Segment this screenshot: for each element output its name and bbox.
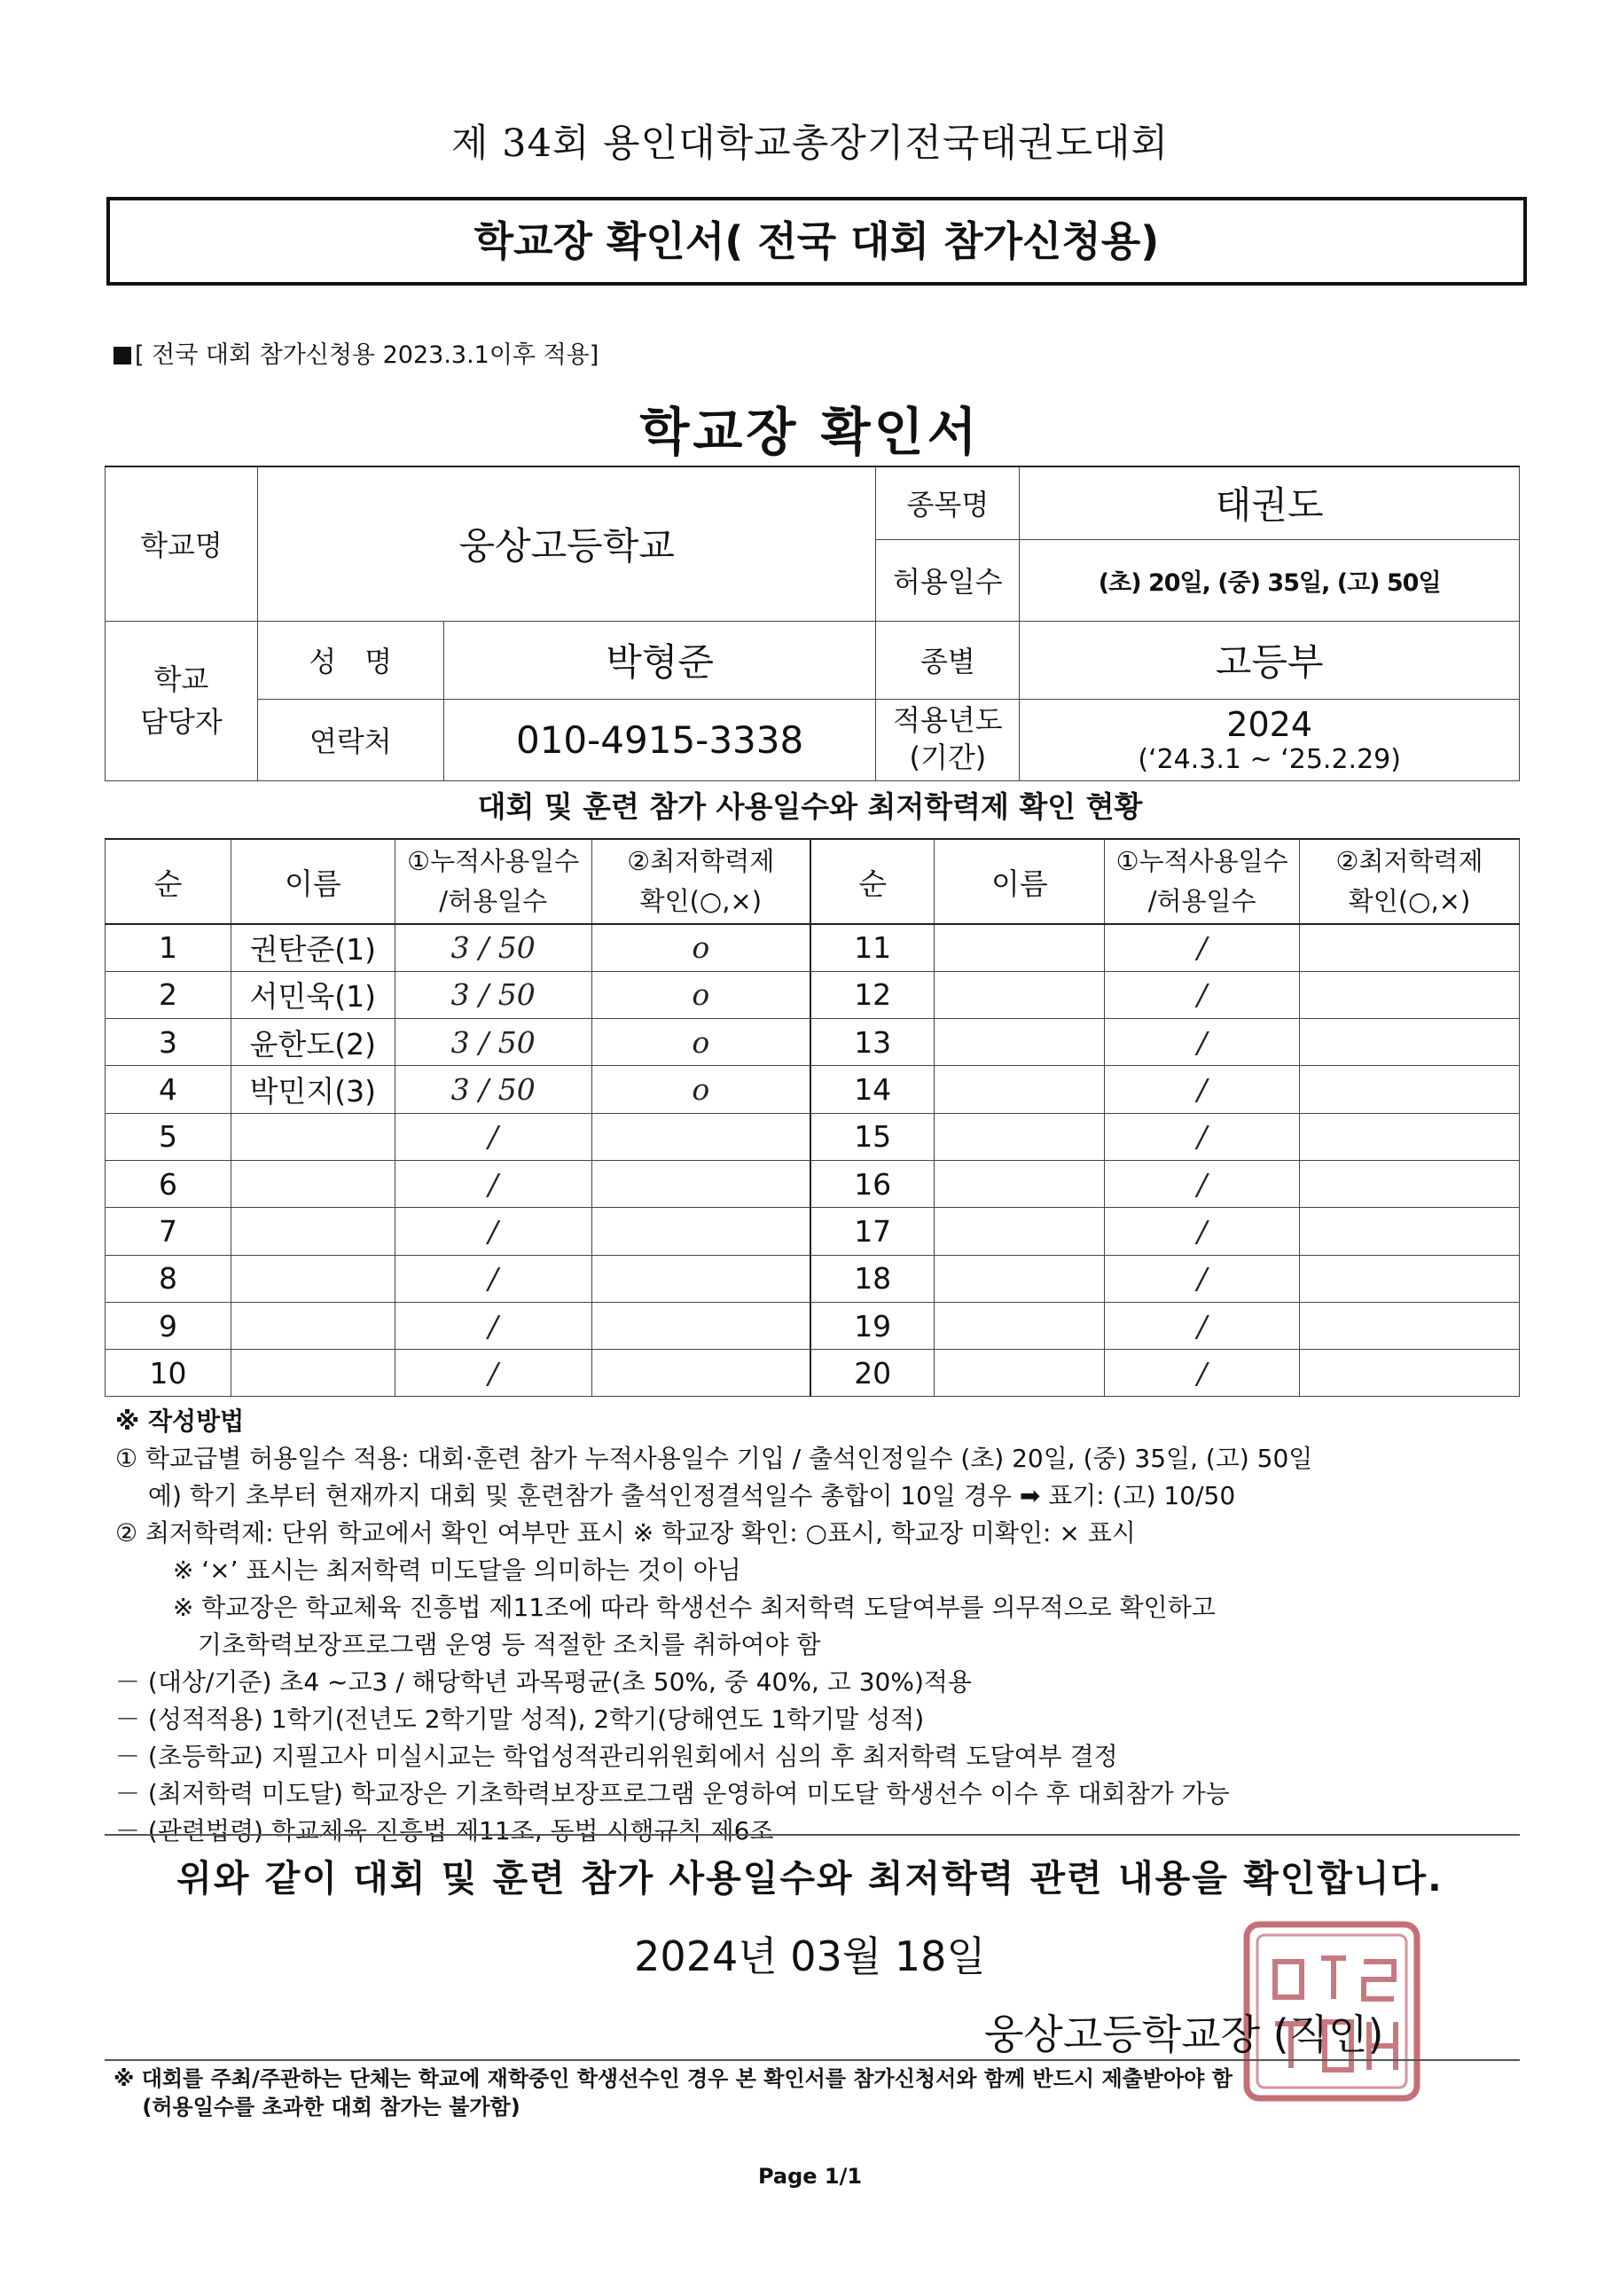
row-no: 19 [810, 1302, 935, 1349]
row-name: 서민욱(1) [231, 971, 395, 1018]
table-row [106, 1255, 1520, 1302]
row-name [935, 924, 1105, 971]
row-name [231, 1113, 395, 1160]
row-no: 15 [810, 1113, 935, 1160]
main-title: 학교장 확인서( 전국 대회 참가신청용) [106, 197, 1527, 286]
divider [105, 2059, 1520, 2061]
footnote-line: (허용일수를 초과한 대회 참가는 불가함) [113, 2095, 520, 2120]
row-no: 5 [106, 1113, 231, 1160]
row-name [935, 1350, 1105, 1397]
row-check [591, 1113, 810, 1160]
row-days: / [1105, 1019, 1300, 1066]
table-row [106, 1208, 1520, 1255]
row-check [591, 1255, 810, 1302]
signer: 웅상고등학교장 (직인) [984, 2010, 1384, 2058]
note-text: [ 전국 대회 참가신청용 2023.3.1이후 적용] [135, 341, 599, 369]
row-no: 4 [106, 1066, 231, 1113]
row-check [1300, 1066, 1520, 1113]
row-days: / [395, 1160, 591, 1207]
method-line: － (대상/기준) 초4 ~고3 / 해당학년 과목평균(초 50%, 중 40%, 고 30%)적용 [115, 1667, 972, 1697]
confirmation-statement: 위와 같이 대회 및 훈련 참가 사용일수와 최저학력 관련 내용을 확인합니다. [176, 1857, 1444, 1900]
header-no: 순 [106, 839, 231, 924]
row-name [231, 1302, 395, 1349]
row-check [1300, 1350, 1520, 1397]
school-label: 학교명 [106, 466, 258, 621]
document-title: 학교장 확인서 [639, 402, 981, 462]
method-line: ① 학교급별 허용일수 적용: 대회·훈련 참가 누적사용일수 기입 / 출석인정일수 (초) 20일, (중) 35일, (고) 50일 [115, 1444, 1313, 1473]
row-no: 16 [810, 1160, 935, 1207]
row-check [1300, 1255, 1520, 1302]
header-no-right: 순 [810, 839, 935, 924]
table-row [106, 971, 1520, 1018]
table-row [106, 1066, 1520, 1113]
row-name [231, 1208, 395, 1255]
row-check: o [591, 924, 810, 971]
method-line: 기초학력보장프로그램 운영 등 적절한 조치를 취하여야 함 [115, 1630, 821, 1659]
row-no: 20 [810, 1350, 935, 1397]
row-no: 2 [106, 971, 231, 1018]
sport-value: 태권도 [1020, 466, 1520, 539]
table-row [106, 1113, 1520, 1160]
division-label: 종별 [876, 621, 1020, 699]
row-no: 17 [810, 1208, 935, 1255]
row-check [1300, 1019, 1520, 1066]
row-name [231, 1350, 395, 1397]
row-no: 13 [810, 1019, 935, 1066]
school-info-table [105, 466, 1520, 781]
divider [105, 1834, 1520, 1836]
status-title: 대회 및 훈련 참가 사용일수와 최저학력제 확인 현황 [477, 789, 1143, 824]
row-days: / [395, 1350, 591, 1397]
header-check: ②최저학력제 확인(○,×) [591, 839, 810, 924]
row-days: / [1105, 924, 1300, 971]
method-line: ※ 학교장은 학교체육 진흥법 제11조에 따라 학생선수 최저학력 도달여부를 의무적으로 확인하고 [115, 1593, 1216, 1622]
school-value: 웅상고등학교 [257, 466, 876, 621]
row-days: / [1105, 971, 1300, 1018]
row-check [591, 1160, 810, 1207]
row-check: o [591, 1066, 810, 1113]
square-bullet-icon [113, 347, 131, 364]
row-days: / [1105, 1208, 1300, 1255]
year-value: 2024 [1226, 704, 1313, 744]
row-name [935, 1066, 1105, 1113]
row-name [231, 1160, 395, 1207]
row-no: 10 [106, 1350, 231, 1397]
row-name: 박민지(3) [231, 1066, 395, 1113]
allowed-days-label: 허용일수 [876, 539, 1020, 621]
row-days: / [1105, 1350, 1300, 1397]
row-check [1300, 924, 1520, 971]
row-days: / [395, 1302, 591, 1349]
header-name-right: 이름 [935, 839, 1105, 924]
table-row [106, 1019, 1520, 1066]
row-name [935, 1302, 1105, 1349]
row-no: 1 [106, 924, 231, 971]
row-days: / [395, 1255, 591, 1302]
row-name: 윤한도(2) [231, 1019, 395, 1066]
method-line: 예) 학기 초부터 현재까지 대회 및 훈련참가 출석인정결석일수 총합이 10일 경우 ➡ 표기: (고) 10/50 [115, 1481, 1236, 1510]
row-name: 권탄준(1) [231, 924, 395, 971]
footnote-line: ※ 대회를 주최/주관하는 단체는 학교에 재학중인 학생선수인 경우 본 확인서를 참가신청서와 함께 반드시 제출받아야 함 [113, 2066, 1233, 2091]
method-line: － (성적적용) 1학기(전년도 2학기말 성적), 2학기(당해연도 1학기말 성적) [115, 1704, 925, 1734]
name-label: 성 명 [257, 621, 443, 699]
row-no: 7 [106, 1208, 231, 1255]
row-check [1300, 1160, 1520, 1207]
row-name [935, 1255, 1105, 1302]
sport-label: 종목명 [876, 466, 1020, 539]
row-check [1300, 1208, 1520, 1255]
row-check [1300, 971, 1520, 1018]
division-value: 고등부 [1020, 621, 1520, 699]
participation-status-table [105, 838, 1520, 1397]
row-check [591, 1208, 810, 1255]
application-note [113, 335, 599, 370]
year-cell [1020, 699, 1520, 780]
method-line: － (최저학력 미도달) 학교장은 기초학력보장프로그램 운영하여 미도달 학생선수 이수 후 대회참가 가능 [115, 1779, 1230, 1808]
row-name [935, 1113, 1105, 1160]
row-name [935, 1019, 1105, 1066]
header-name: 이름 [231, 839, 395, 924]
row-name [935, 1160, 1105, 1207]
row-no: 18 [810, 1255, 935, 1302]
header-days-right: ①누적사용일수 /허용일수 [1105, 839, 1300, 924]
method-line: － (초등학교) 지필고사 미실시교는 학업성적관리위원회에서 심의 후 최저학력 도달여부 결정 [115, 1742, 1118, 1771]
contact-value: 010-4915-3338 [443, 699, 876, 780]
row-days: / [395, 1208, 591, 1255]
row-no: 8 [106, 1255, 231, 1302]
allowed-days-value: (초) 20일, (중) 35일, (고) 50일 [1020, 539, 1520, 621]
row-name [935, 971, 1105, 1018]
issue-date: 2024년 03월 18일 [634, 1932, 986, 1980]
row-no: 12 [810, 971, 935, 1018]
row-days: / [1105, 1255, 1300, 1302]
footnote [113, 2065, 1532, 2121]
row-no: 11 [810, 924, 935, 971]
table-row [106, 1350, 1520, 1397]
page-number: Page 1/1 [757, 2164, 863, 2189]
row-check [591, 1350, 810, 1397]
row-name [935, 1208, 1105, 1255]
table-row [106, 1160, 1520, 1207]
row-check: o [591, 971, 810, 1018]
contact-label: 연락처 [257, 699, 443, 780]
row-days: / [1105, 1160, 1300, 1207]
row-name [231, 1255, 395, 1302]
row-no: 9 [106, 1302, 231, 1349]
row-no: 3 [106, 1019, 231, 1066]
header-check-right: ②최저학력제 확인(○,×) [1300, 839, 1520, 924]
row-check [591, 1302, 810, 1349]
method-heading: ※ 작성방법 [115, 1407, 245, 1436]
row-no: 14 [810, 1066, 935, 1113]
row-days: 3 / 50 [395, 1019, 591, 1066]
row-no: 6 [106, 1160, 231, 1207]
name-value: 박형준 [443, 621, 876, 699]
row-check [1300, 1113, 1520, 1160]
period-value: (‘24.3.1 ~ ‘25.2.29) [1138, 743, 1401, 775]
row-days: / [1105, 1302, 1300, 1349]
method-line: － (관련법령) 학교체육 진흥법 제11조, 동법 시행규칙 제6조 [115, 1816, 774, 1845]
year-label: 적용년도 (기간) [876, 699, 1020, 780]
row-days: / [395, 1113, 591, 1160]
row-days: / [1105, 1066, 1300, 1113]
row-check [1300, 1302, 1520, 1349]
event-title: 제 34회 용인대학교총장기전국태권도대회 [450, 121, 1170, 166]
row-check: o [591, 1019, 810, 1066]
row-days: 3 / 50 [395, 971, 591, 1018]
table-row [106, 1302, 1520, 1349]
table-row [106, 924, 1520, 971]
row-days: 3 / 50 [395, 924, 591, 971]
header-days: ①누적사용일수 /허용일수 [395, 839, 591, 924]
method-line: ② 최저학력제: 단위 학교에서 확인 여부만 표시 ※ 학교장 확인: ○표시, 학교장 미확인: × 표시 [115, 1518, 1136, 1548]
manager-label: 학교 담당자 [106, 621, 258, 780]
writing-method-section [115, 1403, 1525, 1850]
row-days: / [1105, 1113, 1300, 1160]
method-line: ※ ‘×’ 표시는 최저학력 미도달을 의미하는 것이 아님 [115, 1555, 741, 1585]
row-days: 3 / 50 [395, 1066, 591, 1113]
